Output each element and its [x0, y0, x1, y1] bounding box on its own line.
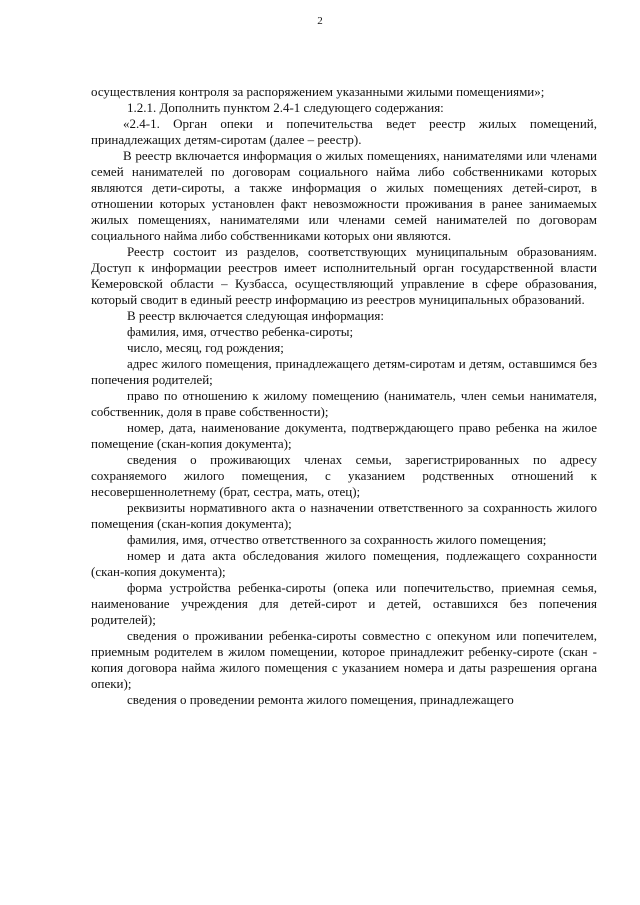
list-item-responsible-act: реквизиты нормативного акта о назначении ответственного за сохранность жилого помещения (скан-копия документа);	[91, 500, 597, 531]
paragraph-registry-structure: Реестр состоит из разделов, соответствующих муниципальным образованиям. Доступ к информации реестров имеет исполнительный орган государственной власти Кемеровской области – Кузбасса, осуществляющий управление в сфере образования, который сводит в единый реестр информацию из реестров муниципальных образований.	[91, 244, 597, 307]
page-number: 2	[317, 15, 323, 27]
list-item-address: адрес жилого помещения, принадлежащего детям-сиротам и детям, оставшимся без попечения родителей;	[91, 356, 597, 387]
list-item-inspection-act: номер и дата акта обследования жилого помещения, подлежащего сохранности (скан-копия документа);	[91, 548, 597, 579]
paragraph-amendment-heading: 1.2.1. Дополнить пунктом 2.4-1 следующего содержания:	[127, 100, 444, 115]
list-item-responsible-name: фамилия, имя, отчество ответственного за сохранность жилого помещения;	[127, 532, 547, 547]
list-item-right-to-premises: право по отношению к жилому помещению (наниматель, член семьи нанимателя, собственник, доля в праве собственности);	[91, 388, 597, 419]
document-body	[91, 84, 597, 708]
list-item-right-document: номер, дата, наименование документа, подтверждающего право ребенка на жилое помещение (скан-копия документа);	[91, 420, 597, 451]
paragraph-registry-scope: В реестр включается информация о жилых помещениях, нанимателями или членами семей нанимателей по договорам социального найма либо собственниками которых являются дети-сироты, а также информация о жилых помещениях детей-сирот, в отношении которых установлен факт невозможности проживания в ранее занимаемых жилых помещениях, нанимателями или членами семей нанимателей по договорам социального найма либо собственниками которых они являются.	[91, 148, 597, 243]
list-item-repair-info: сведения о проведении ремонта жилого помещения, принадлежащего	[127, 692, 514, 707]
list-item-family-members: сведения о проживающих членах семьи, зарегистрированных по адресу сохраняемого жилого помещения, с указанием родственных отношений к несовершеннолетнему (брат, сестра, мать, отец);	[91, 452, 597, 499]
paragraph-registry-definition: «2.4-1. Орган опеки и попечительства ведет реестр жилых помещений, принадлежащих детям-сиротам (далее – реестр).	[91, 116, 597, 147]
paragraph-continuation: осуществления контроля за распоряжением указанными жилыми помещениями»;	[91, 84, 545, 99]
paragraph-registry-info-intro: В реестр включается следующая информация:	[127, 308, 384, 323]
list-item-birth-date: число, месяц, год рождения;	[127, 340, 284, 355]
list-item-full-name: фамилия, имя, отчество ребенка-сироты;	[127, 324, 354, 339]
list-item-placement-form: форма устройства ребенка-сироты (опека или попечительство, приемная семья, наименование учреждения для детей-сирот и детей, оставшихся без попечения родителей);	[91, 580, 597, 627]
list-item-cohabitation: сведения о проживании ребенка-сироты совместно с опекуном или попечителем, приемным родителем в жилом помещении, которое принадлежит ребенку-сироте (скан - копия договора найма жилого помещения с указанием номера и даты разрешения органа опеки);	[91, 628, 597, 691]
